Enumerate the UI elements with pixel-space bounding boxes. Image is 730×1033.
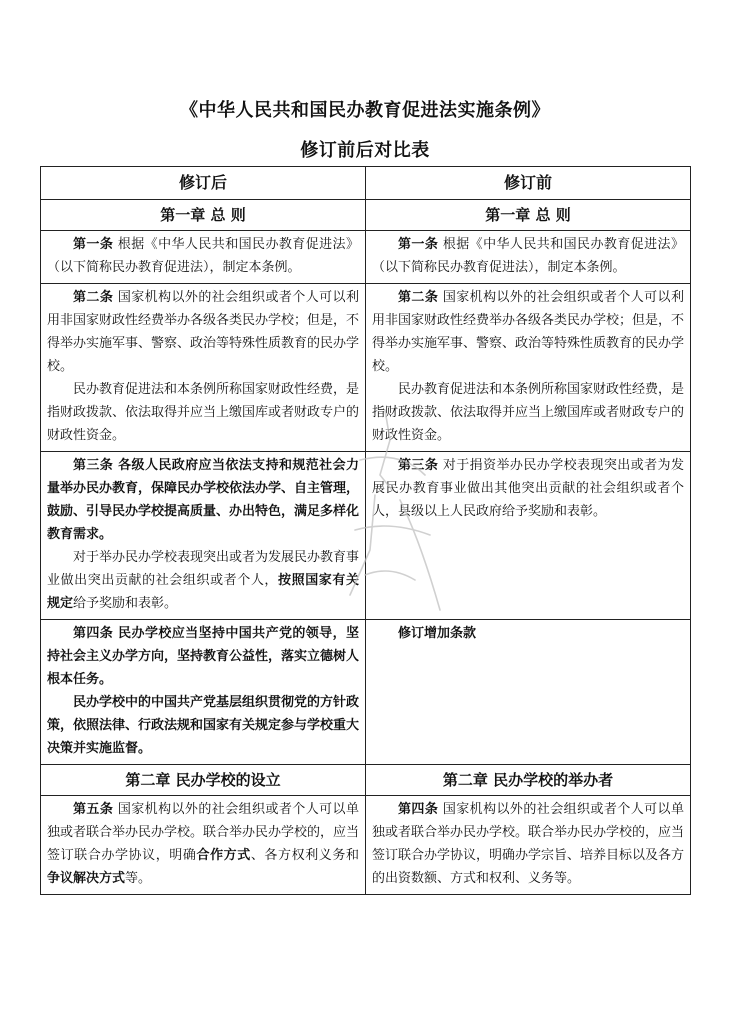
highlighted-text: 按照国家有关规定 — [47, 573, 359, 611]
article-label: 第四条 — [398, 802, 439, 817]
article-label: 第五条 — [73, 802, 114, 817]
highlighted-text: 民办学校中的中国共产党基层组织贯彻党的方针政策，依照法律、行政法规和国家有关规定参与学校重大决策并实施监督。 — [47, 695, 360, 756]
chapter-heading-before: 第一章 总 则 — [366, 200, 691, 231]
clause-paragraph — [372, 454, 684, 523]
clause-text: 民办教育促进法和本条例所称国家财政性经费，是指财政拨款、依法取得并应当上缴国库或者财政专户的财政性资金。 — [47, 382, 360, 443]
clause-paragraph — [47, 546, 359, 615]
article-row — [41, 284, 691, 452]
cell-before — [366, 452, 691, 620]
article-row — [41, 796, 691, 895]
clause-paragraph — [372, 233, 684, 279]
clause-text: 国家机构以外的社会组织或者个人可以单独或者联合举办民办学校。联合举办民办学校的，应当签订联合办学协议，明确办学宗旨、培养目标以及各方的出资数额、方式和权利、义务等。 — [372, 802, 685, 886]
chapter-heading-after: 第二章 民办学校的设立 — [41, 765, 366, 796]
highlighted-text: 各级人民政府应当依法支持和规范社会力量举办民办教育，保障民办学校依法办学、自主管理，鼓励、引导民办学校提高质量、办出特色，满足多样化教育需求。 — [47, 458, 360, 542]
cell-after — [41, 284, 366, 452]
clause-text: 根据《中华人民共和国民办教育促进法》（以下简称民办教育促进法），制定本条例。 — [372, 237, 684, 275]
column-header-before: 修订前 — [366, 167, 691, 200]
clause-paragraph — [372, 378, 684, 447]
cell-before — [366, 284, 691, 452]
cell-after — [41, 620, 366, 765]
clause-text: 对于捐资举办民办学校表现突出或者为发展民办教育事业做出其他突出贡献的社会组织或者个人，县级以上人民政府给予奖励和表彰。 — [372, 458, 684, 519]
clause-text: 给予奖励和表彰。 — [73, 596, 178, 611]
clause-paragraph — [372, 798, 684, 890]
clause-text: 国家机构以外的社会组织或者个人可以利用非国家财政性经费举办各级各类民办学校；但是，不得举办实施军事、警察、政治等特殊性质教育的民办学校。 — [372, 290, 685, 374]
article-label: 第一条 — [73, 237, 114, 252]
highlighted-text: 争议解决方式 — [47, 871, 126, 886]
clause-text: 对于举办民办学校表现突出或者为发展民办教育事业做出突出贡献的社会组织或者个人， — [47, 550, 360, 588]
cell-before — [366, 620, 691, 765]
highlighted-text: 民办学校应当坚持中国共产党的领导，坚持社会主义办学方向，坚持教育公益性，落实立德树人根本任务。 — [47, 626, 360, 687]
clause-text: 等。 — [125, 871, 152, 886]
table-header-row — [41, 167, 691, 200]
chapter-heading-after: 第一章 总 则 — [41, 200, 366, 231]
clause-text: 国家机构以外的社会组织或者个人可以单独或者联合举办民办学校。联合举办民办学校的，应当签订联合办学协议，明确 — [47, 802, 360, 863]
chapter-row — [41, 200, 691, 231]
article-row — [41, 231, 691, 284]
column-header-after: 修订后 — [41, 167, 366, 200]
clause-paragraph — [47, 378, 359, 447]
cell-before — [366, 231, 691, 284]
chapter-row — [41, 765, 691, 796]
highlighted-text: 合作方式 — [196, 848, 251, 863]
document-subtitle: 修订前后对比表 — [300, 140, 430, 161]
article-label: 第三条 — [73, 458, 114, 473]
cell-after — [41, 796, 366, 895]
chapter-heading-before: 第二章 民办学校的举办者 — [366, 765, 691, 796]
clause-text: 根据《中华人民共和国民办教育促进法》（以下简称民办教育促进法），制定本条例。 — [47, 237, 359, 275]
article-label: 第四条 — [73, 626, 114, 641]
clause-paragraph — [47, 454, 359, 546]
cell-after — [41, 231, 366, 284]
article-label: 第二条 — [398, 290, 439, 305]
article-row — [41, 452, 691, 620]
clause-paragraph — [47, 233, 359, 279]
revision-note: 修订增加条款 — [398, 626, 477, 641]
clause-paragraph — [47, 798, 359, 890]
article-label: 第三条 — [398, 458, 439, 473]
clause-paragraph — [372, 286, 684, 378]
cell-after — [41, 452, 366, 620]
article-label: 第一条 — [398, 237, 439, 252]
clause-paragraph — [47, 691, 359, 760]
clause-text: 、各方权利义务和 — [250, 848, 359, 863]
clause-text: 民办教育促进法和本条例所称国家财政性经费，是指财政拨款、依法取得并应当上缴国库或者财政专户的财政性资金。 — [372, 382, 685, 443]
document-title: 《中华人民共和国民办教育促进法实施条例》 — [180, 100, 550, 121]
cell-before — [366, 796, 691, 895]
clause-paragraph — [47, 622, 359, 691]
article-row — [41, 620, 691, 765]
article-label: 第二条 — [73, 290, 114, 305]
comparison-table — [40, 166, 691, 895]
clause-paragraph — [47, 286, 359, 378]
clause-text: 国家机构以外的社会组织或者个人可以利用非国家财政性经费举办各级各类民办学校；但是，不得举办实施军事、警察、政治等特殊性质教育的民办学校。 — [47, 290, 360, 374]
